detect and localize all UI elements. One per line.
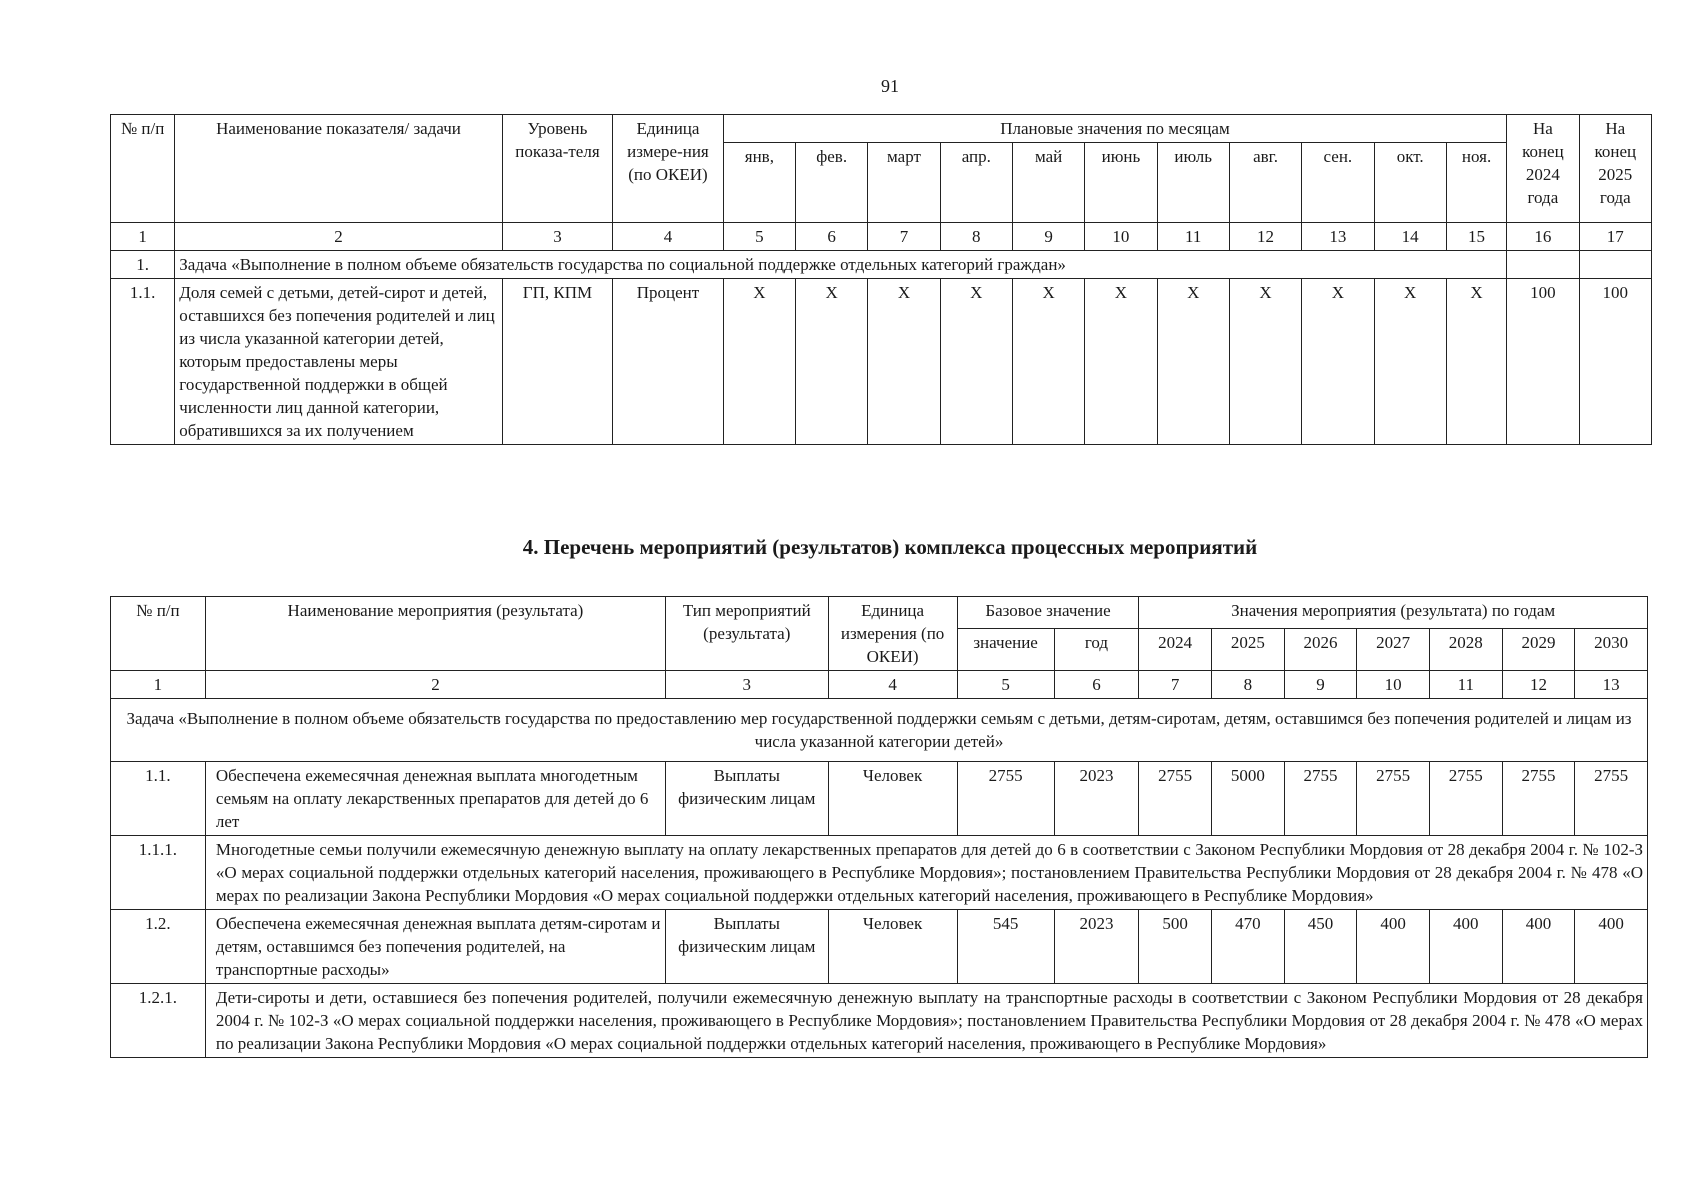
- header-end-2025: На конец 2025 года: [1579, 115, 1651, 223]
- month-value: Х: [1157, 279, 1229, 445]
- col-number: 6: [1054, 671, 1139, 699]
- header-month: сен.: [1302, 143, 1374, 223]
- col-number: 3: [666, 671, 828, 699]
- table2-task-row: [111, 699, 1648, 762]
- indicators-table: [110, 114, 1652, 445]
- header-year: 2025: [1211, 629, 1284, 671]
- header-name: Наименование показателя/ задачи: [175, 115, 502, 223]
- base-value: 545: [957, 910, 1054, 984]
- table-row: [111, 836, 1648, 910]
- year-value: 2755: [1357, 762, 1430, 836]
- col-number: 8: [1211, 671, 1284, 699]
- header-month: июль: [1157, 143, 1229, 223]
- col-number: 10: [1357, 671, 1430, 699]
- row-num: 1.2.1.: [111, 984, 206, 1058]
- col-number: 1: [111, 671, 206, 699]
- table-row: [111, 762, 1648, 836]
- section-title: 4. Перечень мероприятий (результатов) комплекса процессных мероприятий: [522, 535, 1258, 559]
- end-2025-value: 100: [1579, 279, 1651, 445]
- month-value: Х: [868, 279, 940, 445]
- month-value: Х: [1446, 279, 1506, 445]
- table2-colnum-row: [111, 671, 1648, 699]
- month-value: Х: [796, 279, 868, 445]
- table2-header-row: [111, 597, 1648, 629]
- header-months-group: Плановые значения по месяцам: [723, 115, 1507, 143]
- col-number: 7: [1139, 671, 1212, 699]
- col-number: 6: [796, 223, 868, 251]
- col-number: 13: [1575, 671, 1648, 699]
- header-base-value: значение: [957, 629, 1054, 671]
- header-month: ноя.: [1446, 143, 1506, 223]
- header-year: 2028: [1429, 629, 1502, 671]
- row-name: Обеспечена ежемесячная денежная выплата многодетным семьям на оплату лекарственных препаратов для детей до 6 лет: [205, 762, 665, 836]
- table1-colnum-row: [111, 223, 1652, 251]
- row-name: Доля семей с детьми, детей-сирот и детей, оставшихся без попечения родителей и лиц из числа указанной категории детей, которым предоставлены меры государственной поддержки в общей численности лиц данной категории, обратившихся за их получением: [175, 279, 502, 445]
- header-month: апр.: [940, 143, 1012, 223]
- header-month: янв,: [723, 143, 795, 223]
- empty-cell: [1507, 251, 1579, 279]
- header-year: 2024: [1139, 629, 1212, 671]
- month-value: Х: [940, 279, 1012, 445]
- year-value: 400: [1429, 910, 1502, 984]
- col-number: 4: [828, 671, 957, 699]
- col-number: 5: [723, 223, 795, 251]
- header-num: № п/п: [111, 597, 206, 671]
- month-value: Х: [1085, 279, 1157, 445]
- month-value: Х: [1374, 279, 1446, 445]
- table1-task-row: [111, 251, 1652, 279]
- task-num: 1.: [111, 251, 175, 279]
- col-number: 2: [205, 671, 665, 699]
- header-num: № п/п: [111, 115, 175, 223]
- year-value: 400: [1502, 910, 1575, 984]
- year-value: 2755: [1429, 762, 1502, 836]
- col-number: 7: [868, 223, 940, 251]
- col-number: 5: [957, 671, 1054, 699]
- year-value: 400: [1357, 910, 1430, 984]
- month-value: Х: [1012, 279, 1084, 445]
- year-value: 450: [1284, 910, 1357, 984]
- col-number: 11: [1157, 223, 1229, 251]
- header-base: Базовое значение: [957, 597, 1139, 629]
- row-description: Дети-сироты и дети, оставшиеся без попечения родителей, получили ежемесячную денежную выплату на транспортные расходы в соответствии с Законом Республики Мордовия от 28 декабря 2004 г. № 102-З «О мерах социальной поддержки населения, проживающего в Республике Мордовия»; постановлением Правительства Республики Мордовия от 28 декабря 2004 г. № 478 «О мерах по реализации Закона Республики Мордовия «О мерах социальной поддержки отдельных категорий населения, проживающего в Республике Мордовия»: [205, 984, 1647, 1058]
- year-value: 2755: [1502, 762, 1575, 836]
- measures-table: [110, 596, 1648, 1058]
- row-type: Выплаты физическим лицам: [666, 762, 828, 836]
- col-number: 12: [1229, 223, 1301, 251]
- base-year: 2023: [1054, 910, 1139, 984]
- col-number: 13: [1302, 223, 1374, 251]
- header-end-2024: На конец 2024 года: [1507, 115, 1579, 223]
- header-unit: Единица измерения (по ОКЕИ): [828, 597, 957, 671]
- header-type: Тип мероприятий (результата): [666, 597, 828, 671]
- table1-header-row: [111, 115, 1652, 143]
- header-year: 2029: [1502, 629, 1575, 671]
- row-unit: Процент: [613, 279, 723, 445]
- header-level: Уровень показа-теля: [502, 115, 612, 223]
- row-name: Обеспечена ежемесячная денежная выплата детям-сиротам и детям, оставшимся без попечения родителей, на транспортные расходы»: [205, 910, 665, 984]
- col-number: 8: [940, 223, 1012, 251]
- year-value: 2755: [1575, 762, 1648, 836]
- base-year: 2023: [1054, 762, 1139, 836]
- year-value: 500: [1139, 910, 1212, 984]
- row-num: 1.2.: [111, 910, 206, 984]
- col-number: 9: [1284, 671, 1357, 699]
- task-text: Задача «Выполнение в полном объеме обязательств государства по предоставлению мер государственной поддержки семьям с детьми, детям-сиротам, детям, оставшимся без попечения родителей и лицам из числа указанной категории детей»: [111, 699, 1648, 762]
- col-number: 2: [175, 223, 502, 251]
- col-number: 14: [1374, 223, 1446, 251]
- month-value: Х: [1302, 279, 1374, 445]
- col-number: 11: [1429, 671, 1502, 699]
- header-month: март: [868, 143, 940, 223]
- row-description: Многодетные семьи получили ежемесячную денежную выплату на оплату лекарственных препаратов для детей до 6 в соответствии с Законом Республики Мордовия от 28 декабря 2004 г. № 102-З «О мерах социальной поддержки отдельных категорий населения, проживающего в Республике Мордовия»; постановлением Правительства Республики Мордовия от 28 декабря 2004 г. № 478 «О мерах по реализации Закона Республики Мордовия «О мерах социальной поддержки отдельных категорий населения, проживающего в Республике Мордовия»: [205, 836, 1647, 910]
- header-month: май: [1012, 143, 1084, 223]
- header-name: Наименование мероприятия (результата): [205, 597, 665, 671]
- header-year: 2026: [1284, 629, 1357, 671]
- base-value: 2755: [957, 762, 1054, 836]
- header-unit: Единица измере-ния (по ОКЕИ): [613, 115, 723, 223]
- row-num: 1.1.1.: [111, 836, 206, 910]
- empty-cell: [1579, 251, 1651, 279]
- header-base-year: год: [1054, 629, 1139, 671]
- table-row: [111, 910, 1648, 984]
- col-number: 1: [111, 223, 175, 251]
- col-number: 17: [1579, 223, 1651, 251]
- col-number: 16: [1507, 223, 1579, 251]
- col-number: 15: [1446, 223, 1506, 251]
- month-value: Х: [1229, 279, 1301, 445]
- header-month: июнь: [1085, 143, 1157, 223]
- task-text: Задача «Выполнение в полном объеме обязательств государства по социальной поддержке отдельных категорий граждан»: [175, 251, 1507, 279]
- row-num: 1.1.: [111, 279, 175, 445]
- header-month: авг.: [1229, 143, 1301, 223]
- header-year: 2030: [1575, 629, 1648, 671]
- row-unit: Человек: [828, 910, 957, 984]
- col-number: 4: [613, 223, 723, 251]
- year-value: 2755: [1139, 762, 1212, 836]
- col-number: 10: [1085, 223, 1157, 251]
- header-month: окт.: [1374, 143, 1446, 223]
- row-unit: Человек: [828, 762, 957, 836]
- table-row: [111, 984, 1648, 1058]
- header-years-group: Значения мероприятия (результата) по годам: [1139, 597, 1648, 629]
- year-value: 2755: [1284, 762, 1357, 836]
- row-type: Выплаты физическим лицам: [666, 910, 828, 984]
- col-number: 12: [1502, 671, 1575, 699]
- year-value: 5000: [1211, 762, 1284, 836]
- col-number: 3: [502, 223, 612, 251]
- row-level: ГП, КПМ: [502, 279, 612, 445]
- page-number: 91: [881, 76, 899, 96]
- header-year: 2027: [1357, 629, 1430, 671]
- table-row: [111, 279, 1652, 445]
- row-num: 1.1.: [111, 762, 206, 836]
- col-number: 9: [1012, 223, 1084, 251]
- end-2024-value: 100: [1507, 279, 1579, 445]
- header-month: фев.: [796, 143, 868, 223]
- month-value: Х: [723, 279, 795, 445]
- year-value: 470: [1211, 910, 1284, 984]
- year-value: 400: [1575, 910, 1648, 984]
